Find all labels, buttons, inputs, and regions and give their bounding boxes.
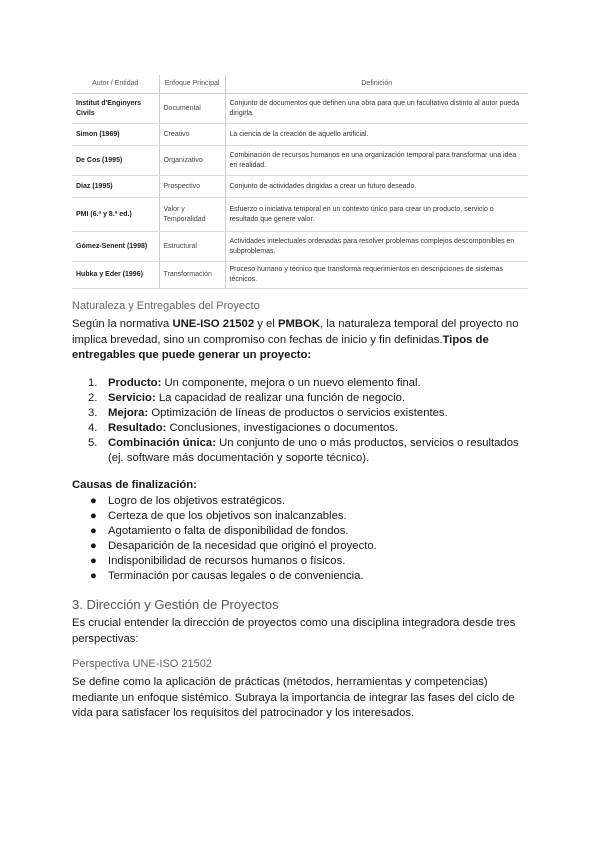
list-number: 3. [88, 407, 98, 419]
table-row [72, 232, 528, 262]
cell-definicion: Actividades intelectuales ordenadas para resolver problemas complejos descomponibles en subproblemas. [225, 232, 528, 262]
list-number: 1. [88, 377, 98, 389]
definitions-table [72, 75, 528, 289]
bullet-icon: ● [90, 525, 97, 537]
deliverables-heading: Tipos de entregables que puede generar un proyecto: [72, 333, 489, 361]
nature-text-pre: Según la normativa [72, 318, 173, 330]
cause-text: Indisponibilidad de recursos humanos o físicos. [108, 555, 346, 567]
cell-definicion: Esfuerzo o iniciativa temporal en un contexto único para crear un producto, servicio o resultado que genere valor. [225, 198, 528, 232]
cell-author: Institut d'Enginyers Civils [72, 94, 159, 124]
list-item [72, 376, 522, 391]
bullet-icon: ● [90, 570, 97, 582]
direction-intro: Es crucial entender la dirección de proyectos como una disciplina integradora desde tres perspectivas: [72, 617, 516, 645]
deliverable-text: Conclusiones, investigaciones o documentos. [166, 422, 399, 434]
list-item [72, 569, 522, 584]
bullet-icon: ● [90, 495, 97, 507]
table-row [72, 94, 528, 124]
header-enfoque: Enfoque Principal [159, 75, 225, 94]
deliverable-text: Un componente, mejora o un nuevo elemento final. [161, 377, 421, 389]
section-direction-title: 3. Dirección y Gestión de Proyectos [72, 597, 279, 612]
list-number: 4. [88, 422, 98, 434]
cell-enfoque: Valor y Temporalidad [159, 198, 225, 232]
perspective-subtitle: Perspectiva UNE-ISO 21502 [72, 658, 213, 670]
cell-definicion: Combinación de recursos humanos en una organización temporal para transformar una idea en realidad. [225, 146, 528, 176]
cell-author: Díaz (1995) [72, 176, 159, 198]
table-row [72, 262, 528, 289]
list-item [72, 391, 522, 406]
list-number: 2. [88, 392, 98, 404]
cause-text: Desaparición de la necesidad que originó el proyecto. [108, 540, 377, 552]
list-item [72, 436, 522, 466]
perspective-body: Se define como la aplicación de prácticas (métodos, herramientas y competencias) mediante un enfoque sistémico. Subraya la importancia de integrar las fases del ciclo de vida para satisfacer los requisitos del patrocinador y los interesados. [72, 676, 515, 719]
nature-text-mid: y el [254, 318, 278, 330]
deliverable-term: Servicio: [108, 392, 156, 404]
cause-text: Terminación por causas legales o de conveniencia. [108, 570, 364, 582]
cell-enfoque: Documental [159, 94, 225, 124]
causes-list [72, 494, 522, 584]
bullet-icon: ● [90, 555, 97, 567]
cell-author: De Cos (1995) [72, 146, 159, 176]
deliverable-text: Un conjunto de uno o más productos, servicios o resultados (ej. software más documentación y soporte técnico). [108, 437, 519, 464]
cell-enfoque: Transformación [159, 262, 225, 289]
deliverables-list [72, 376, 522, 466]
deliverable-term: Mejora: [108, 407, 149, 419]
deliverable-term: Combinación única: [108, 437, 216, 449]
list-number: 5. [88, 437, 98, 449]
table-row [72, 124, 528, 146]
cell-author: Hubka y Eder (1996) [72, 262, 159, 289]
cell-enfoque: Creativo [159, 124, 225, 146]
cause-text: Agotamiento o falta de disponibilidad de fondos. [108, 525, 349, 537]
section-nature-title: Naturaleza y Entregables del Proyecto [72, 300, 260, 312]
list-item [72, 406, 522, 421]
cell-enfoque: Prospectivo [159, 176, 225, 198]
cell-author: PMI (6.ª y 8.ª ed.) [72, 198, 159, 232]
cause-text: Logro de los objetivos estratégicos. [108, 495, 286, 507]
list-item [72, 524, 522, 539]
nature-text-post: , la naturaleza temporal del proyecto no implica brevedad, sino un compromiso con fechas de inicio y fin definidas. [72, 318, 519, 346]
cell-definicion: La ciencia de la creación de aquello artificial. [225, 124, 528, 146]
deliverable-text: La capacidad de realizar una función de negocio. [155, 392, 406, 404]
cell-definicion: Conjunto de documentos que definen una obra para que un facultativo distinto al autor pueda dirigirla. [225, 94, 528, 124]
cell-enfoque: Estructural [159, 232, 225, 262]
header-author: Autor / Entidad [72, 75, 159, 94]
list-item [72, 421, 522, 436]
cell-author: Gómez-Senent (1998) [72, 232, 159, 262]
bullet-icon: ● [90, 540, 97, 552]
bullet-icon: ● [90, 510, 97, 522]
table-row [72, 176, 528, 198]
deliverable-term: Resultado: [108, 422, 167, 434]
cell-definicion: Conjunto de actividades dirigidas a crear un futuro deseado. [225, 176, 528, 198]
table-header-row [72, 75, 528, 94]
header-definicion: Definición [225, 75, 528, 94]
causes-title: Causas de finalización: [72, 479, 197, 491]
list-item [72, 509, 522, 524]
list-item [72, 554, 522, 569]
cause-text: Certeza de que los objetivos son inalcanzables. [108, 510, 347, 522]
cell-definicion: Proceso humano y técnico que transforma requerimientos en descripciones de sistemas técnicos. [225, 262, 528, 289]
nature-paragraph [72, 317, 522, 364]
table-row [72, 146, 528, 176]
list-item [72, 494, 522, 509]
deliverable-text: Optimización de líneas de productos o servicios existentes. [148, 407, 448, 419]
pmbok-ref: PMBOK [277, 318, 321, 330]
cell-enfoque: Organizativo [159, 146, 225, 176]
table-row [72, 198, 528, 232]
cell-author: Simon (1969) [72, 124, 159, 146]
list-item [72, 539, 522, 554]
une-iso-ref: UNE-ISO 21502 [172, 318, 255, 330]
deliverable-term: Producto: [108, 377, 162, 389]
